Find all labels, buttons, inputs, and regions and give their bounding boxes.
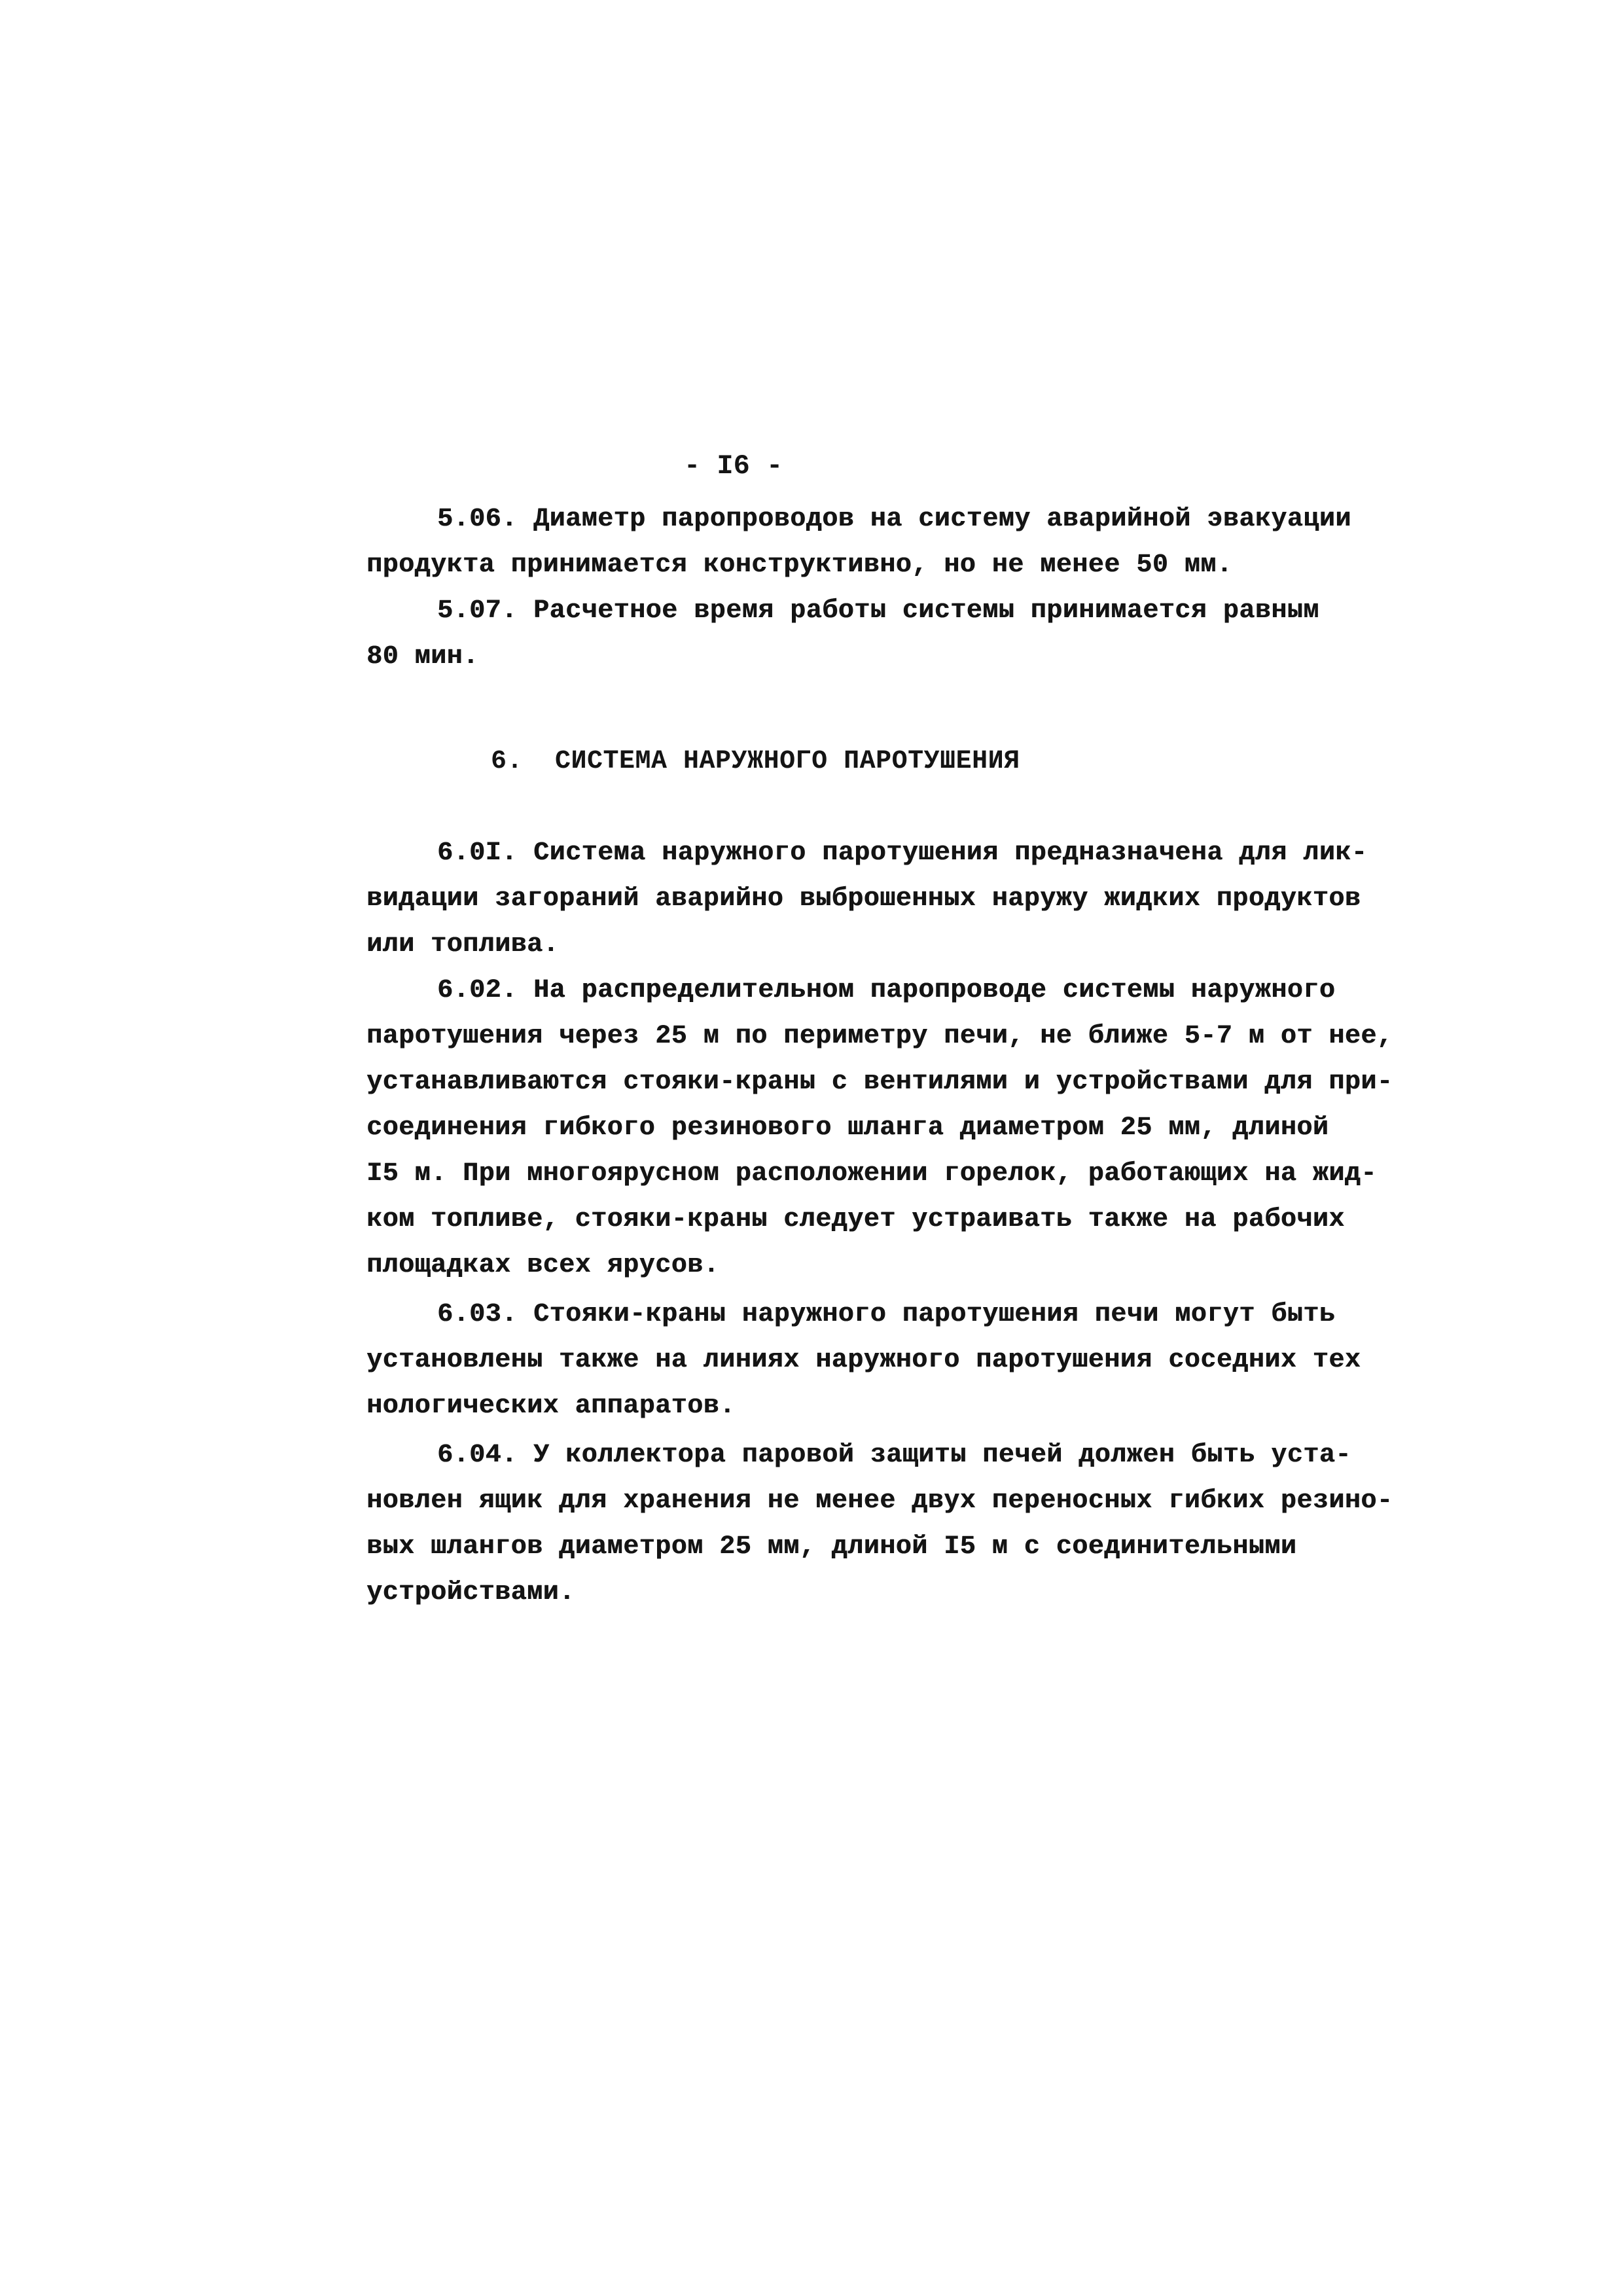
paragraph-6-01-line-1: 6.0I. Система наружного паротушения предназначена для лик-	[437, 838, 1368, 868]
paragraph-6-01-line-2: видации загораний аварийно выброшенных наружу жидких продуктов	[366, 884, 1361, 914]
paragraph-6-02-line-1: 6.02. На распределительном паропроводе системы наружного	[437, 976, 1336, 1005]
paragraph-6-04-line-1: 6.04. У коллектора паровой защиты печей должен быть уста-	[437, 1441, 1351, 1470]
paragraph-5-06-line-1: 5.06. Диаметр паропроводов на систему аварийной эвакуации	[437, 505, 1351, 534]
paragraph-6-04-line-3: вых шлангов диаметром 25 мм, длиной I5 м с соединительными	[366, 1532, 1297, 1562]
paragraph-5-07-line-1: 5.07. Расчетное время работы системы принимается равным	[437, 596, 1319, 626]
paragraph-5-06-line-2: продукта принимается конструктивно, но не менее 50 мм.	[366, 550, 1233, 580]
paragraph-6-04-line-4: устройствами.	[366, 1578, 575, 1607]
paragraph-6-03-line-1: 6.03. Стояки-краны наружного паротушения печи могут быть	[437, 1300, 1336, 1329]
page-number: - I6 -	[684, 450, 783, 482]
paragraph-6-02-line-2: паротушения через 25 м по периметру печи, не ближе 5-7 м от нее,	[366, 1022, 1393, 1051]
paragraph-6-02-line-6: ком топливе, стояки-краны следует устраивать также на рабочих	[366, 1205, 1345, 1234]
paragraph-6-02-line-3: устанавливаются стояки-краны с вентилями и устройствами для при-	[366, 1067, 1393, 1097]
section-6-heading: 6. СИСТЕМА НАРУЖНОГО ПАРОТУШЕНИЯ	[491, 747, 1020, 776]
paragraph-6-03-line-3: нологических аппаратов.	[366, 1391, 736, 1421]
paragraph-6-01-line-3: или топлива.	[366, 930, 560, 960]
paragraph-6-02-line-5: I5 м. При многоярусном расположении горелок, работающих на жид-	[366, 1159, 1377, 1189]
paragraph-6-02-line-4: соединения гибкого резинового шланга диаметром 25 мм, длиной	[366, 1113, 1329, 1143]
paragraph-6-04-line-2: новлен ящик для хранения не менее двух переносных гибких резино-	[366, 1486, 1393, 1516]
paragraph-6-02-line-7: площадках всех ярусов.	[366, 1251, 720, 1280]
paragraph-5-07-line-2: 80 мин.	[366, 642, 479, 672]
paragraph-6-03-line-2: установлены также на линиях наружного паротушения соседних тех	[366, 1346, 1361, 1375]
